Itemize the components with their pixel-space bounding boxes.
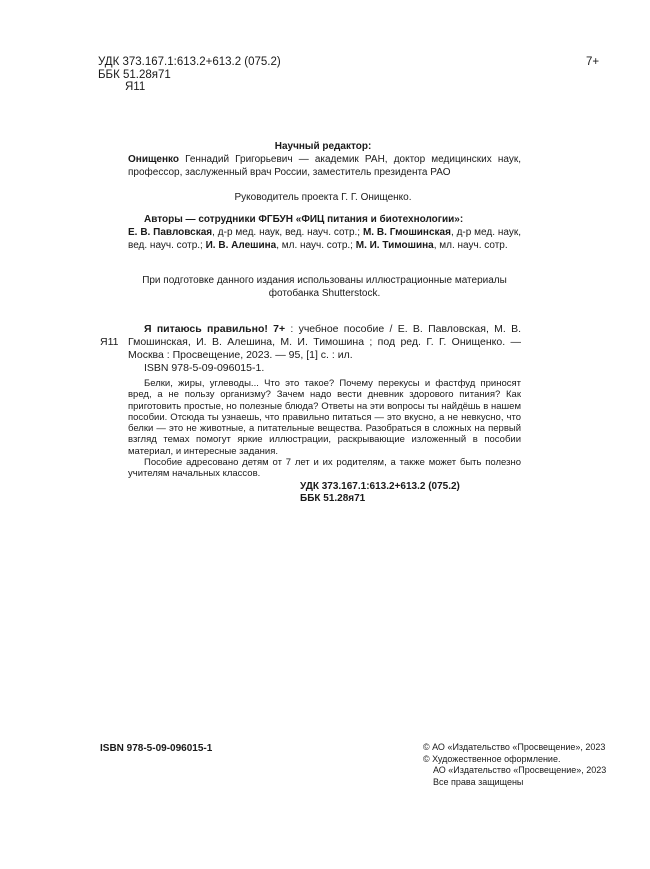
bibliographic-details: : учебное пособие / Е. В. Павловская, М. В. Гмошинская, И. В. Алешина, М. И. Тимошина ; под ред. Г. Г. Онищенко. — Москва : Просвещение, 2023. — 95, [1] с. : ил. bbox=[128, 323, 521, 361]
editor-title: Научный редактор: bbox=[274, 141, 372, 152]
author-role: , д-р мед. наук, вед. науч. сотр.; bbox=[212, 227, 363, 238]
catalog-code: Я11 bbox=[100, 336, 119, 348]
footer-isbn: ISBN 978-5-09-096015-1 bbox=[100, 743, 213, 754]
catalog-isbn: ISBN 978-5-09-096015-1. bbox=[144, 362, 265, 374]
age-rating: 7+ bbox=[586, 56, 600, 68]
book-title: Я питаюсь правильно! 7+ bbox=[144, 323, 286, 335]
classification-codes bbox=[98, 56, 281, 94]
author-role: , мл. науч. сотр.; bbox=[276, 240, 356, 251]
copyright-line: © Художественное оформление. bbox=[423, 753, 561, 764]
bibliographic-record bbox=[128, 323, 521, 362]
author-name: И. В. Алешина bbox=[205, 240, 277, 251]
editor-description: Геннадий Григорьевич — академик РАН, доктор медицинских наук, профессор, заслуженный врач России, заместитель президента РАО bbox=[128, 154, 521, 178]
rights-reserved: Все права защищены bbox=[433, 776, 524, 787]
annotation-paragraph: Белки, жиры, углеводы... Что это такое? Почему перекусы и фастфуд приносят вред, а не пользу организму? Зачем надо вести дневник здорового питания? Как приготовить простые, но полезные блюда? Ответы на эти вопросы ты найдёшь в нашем пособии. Отсюда ты узнаешь, что правильно питаться — это вкусно, а не невкусно, что белки — это не животные, а питательные вещества. Разобраться в сложных на первый взгляд темах помогут яркие иллюстрации, раскрывающие изложенный в пособии материал, и интересные задания. bbox=[128, 378, 521, 457]
editor-name: Онищенко bbox=[128, 154, 179, 165]
authors-title: Авторы — сотрудники ФГБУН «ФИЦ питания и биотехнологии»: bbox=[144, 214, 464, 225]
illustrations-note: При подготовке данного издания использованы иллюстрационные материалы фотобанка Shutterstock. bbox=[142, 275, 507, 299]
udk-code-bold: УДК 373.167.1:613.2+613.2 (075.2) bbox=[300, 481, 460, 492]
editor-info bbox=[128, 153, 521, 179]
author-name: Е. В. Павловская bbox=[128, 227, 213, 238]
bbk-code: ББК 51.28я71 bbox=[98, 68, 171, 81]
udk-code: УДК 373.167.1:613.2+613.2 (075.2) bbox=[98, 56, 281, 68]
author-mark: Я11 bbox=[125, 81, 146, 93]
classification-bold bbox=[300, 481, 521, 505]
annotation-paragraph: Пособие адресовано детям от 7 лет и их родителям, а также может быть полезно учителям начальных классов. bbox=[128, 457, 521, 480]
authors-list bbox=[128, 226, 521, 252]
copyright-block bbox=[423, 742, 606, 788]
author-name: М. И. Тимошина bbox=[355, 240, 434, 251]
copyright-line: АО «Издательство «Просвещение», 2023 bbox=[433, 765, 607, 775]
copyright-line: © АО «Издательство «Просвещение», 2023 bbox=[423, 742, 606, 752]
project-leader: Руководитель проекта Г. Г. Онищенко. bbox=[234, 192, 412, 203]
author-role: , мл. науч. сотр. bbox=[433, 240, 508, 251]
author-name: М. В. Гмошинская bbox=[362, 227, 451, 238]
author-role: , д-р мед. наук, вед. науч. сотр.; bbox=[128, 227, 521, 251]
bbk-code-bold: ББК 51.28я71 bbox=[300, 493, 366, 504]
annotation bbox=[128, 378, 521, 480]
